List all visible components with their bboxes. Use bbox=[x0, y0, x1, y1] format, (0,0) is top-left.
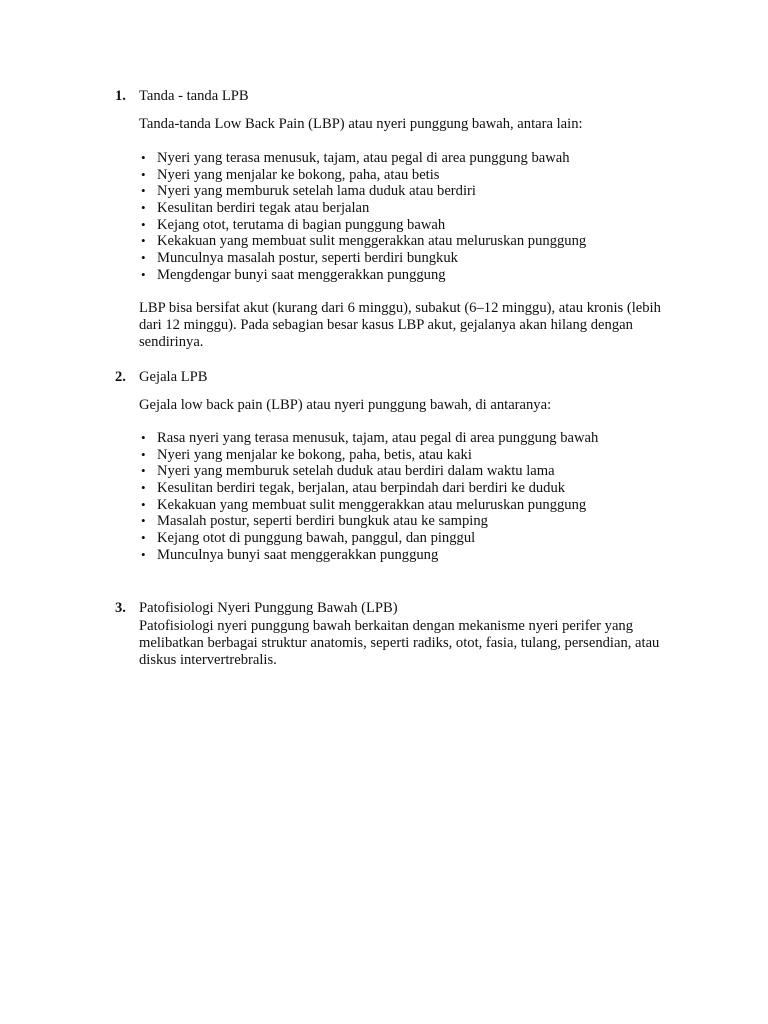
section-3 bbox=[0, 599, 768, 668]
list-item: • Nyeri yang menjalar ke bokong, paha, betis, atau kaki bbox=[141, 446, 472, 463]
section-3-heading bbox=[0, 599, 768, 617]
section-1-title: Tanda - tanda LPB bbox=[139, 88, 249, 104]
bullet-icon: • bbox=[141, 250, 146, 266]
bullet-icon: • bbox=[141, 446, 146, 462]
bullet-icon: • bbox=[141, 183, 146, 199]
section-1-intro: Tanda-tanda Low Back Pain (LBP) atau nyeri punggung bawah, antara lain: bbox=[139, 116, 583, 132]
section-1-bullet-list bbox=[139, 150, 699, 284]
section-1-closing: LBP bisa bersifat akut (kurang dari 6 minggu), subakut (6–12 minggu), atau kronis (lebih dari 12 minggu). Pada sebagian besar kasus LBP akut, gejalanya akan hilang dengan sendirinya. bbox=[139, 300, 661, 350]
section-2-heading bbox=[0, 368, 768, 386]
bullet-icon: • bbox=[141, 480, 146, 496]
section-1-heading bbox=[0, 87, 768, 105]
section-3-body: Patofisiologi nyeri punggung bawah berkaitan dengan mekanisme nyeri perifer yang melibatkan berbagai struktur anatomis, seperti radiks, otot, fasia, tulang, persendian, atau diskus intervertrebralis. bbox=[139, 618, 660, 668]
section-1 bbox=[0, 87, 768, 350]
list-item: • Munculnya masalah postur, seperti berdiri bungkuk bbox=[141, 250, 458, 267]
bullet-icon: • bbox=[141, 530, 146, 546]
bullet-icon: • bbox=[141, 233, 146, 249]
list-item: • Rasa nyeri yang terasa menusuk, tajam, atau pegal di area punggung bawah bbox=[141, 430, 599, 446]
bullet-icon: • bbox=[141, 216, 146, 232]
bullet-icon: • bbox=[141, 513, 146, 529]
bullet-icon: • bbox=[141, 266, 146, 282]
bullet-icon: • bbox=[141, 200, 146, 216]
section-1-number: 1. bbox=[115, 88, 126, 104]
bullet-icon: • bbox=[141, 546, 146, 562]
bullet-icon: • bbox=[141, 430, 146, 445]
bullet-icon: • bbox=[141, 463, 146, 479]
list-item: • Kekakuan yang membuat sulit menggerakkan atau meluruskan punggung bbox=[141, 233, 587, 250]
list-item: • Kesulitan berdiri tegak atau berjalan bbox=[141, 200, 370, 217]
list-item: • Nyeri yang terasa menusuk, tajam, atau pegal di area punggung bawah bbox=[141, 150, 570, 166]
bullet-icon: • bbox=[141, 166, 146, 182]
list-item: • Masalah postur, seperti berdiri bungkuk atau ke samping bbox=[141, 513, 488, 530]
list-item: • Nyeri yang memburuk setelah duduk atau berdiri dalam waktu lama bbox=[141, 463, 555, 480]
list-item: • Nyeri yang menjalar ke bokong, paha, atau betis bbox=[141, 166, 440, 183]
section-2-intro: Gejala low back pain (LBP) atau nyeri punggung bawah, di antaranya: bbox=[139, 397, 552, 413]
section-2-bullet-list bbox=[139, 430, 699, 564]
bullet-icon: • bbox=[141, 496, 146, 512]
list-item: • Kejang otot di punggung bawah, panggul, dan pinggul bbox=[141, 530, 476, 547]
list-item: • Mengdengar bunyi saat menggerakkan punggung bbox=[141, 266, 446, 283]
section-2-title: Gejala LPB bbox=[139, 369, 208, 385]
section-3-title: Patofisiologi Nyeri Punggung Bawah (LPB) bbox=[139, 600, 398, 616]
list-item: • Kesulitan berdiri tegak, berjalan, atau berpindah dari berdiri ke duduk bbox=[141, 480, 566, 497]
list-item: • Nyeri yang memburuk setelah lama duduk atau berdiri bbox=[141, 183, 476, 200]
section-2-number: 2. bbox=[115, 369, 126, 385]
list-item: • Munculnya bunyi saat menggerakkan punggung bbox=[141, 546, 439, 563]
list-item: • Kekakuan yang membuat sulit menggerakkan atau meluruskan punggung bbox=[141, 496, 587, 513]
section-3-number: 3. bbox=[115, 600, 126, 616]
list-item: • Kejang otot, terutama di bagian punggung bawah bbox=[141, 216, 446, 233]
section-2 bbox=[0, 368, 768, 563]
bullet-icon: • bbox=[141, 150, 146, 165]
